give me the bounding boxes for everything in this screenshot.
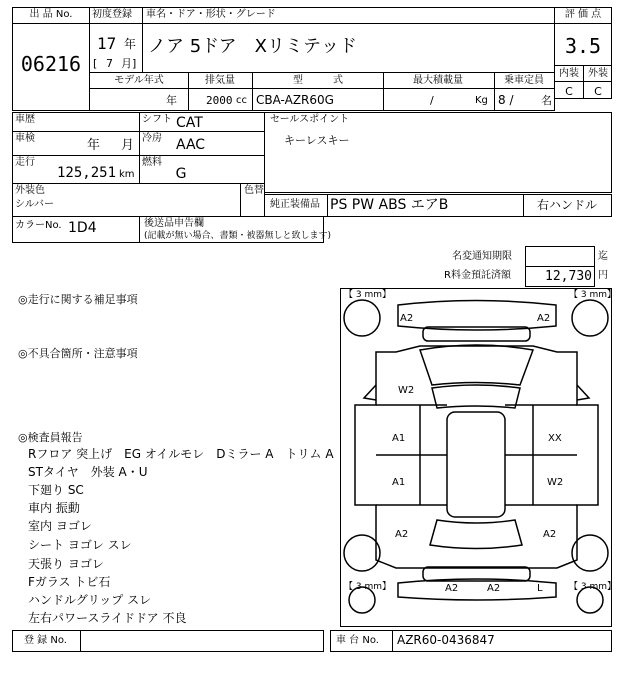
rear-window-outline	[430, 520, 522, 549]
sales-point-value: キーレスキー	[284, 134, 350, 147]
shift-label: シフト	[142, 114, 172, 125]
inspection-year: 年	[87, 138, 101, 153]
max-load-label: 最大積載量	[413, 75, 463, 86]
damage-mark: A2	[543, 529, 557, 540]
damage-mark: W2	[398, 385, 415, 396]
hood-outline	[420, 345, 533, 385]
tire-tag-fr: 【 3 mm】	[569, 290, 616, 300]
tire-tag-rl: 【 3 mm】	[344, 582, 391, 592]
mileage-unit: km	[119, 169, 135, 180]
displacement-label: 排気量	[205, 75, 235, 86]
recycle-unit: 円	[598, 270, 608, 281]
equipment-value: PS PW ABS エアB	[330, 197, 449, 213]
capacity-unit: 名	[541, 94, 552, 107]
recycle-label: R料金預託済額	[444, 270, 511, 281]
inspector-line: シート ヨゴレ スレ	[28, 538, 132, 552]
mileage-label: 走行	[15, 157, 35, 168]
max-load-sep: /	[430, 94, 434, 107]
grade-label: 評 価 点	[564, 9, 602, 20]
first-reg-year-unit: 年	[124, 37, 137, 51]
inspector-line: Fガラス トビ石	[28, 575, 111, 589]
tire-tag-fl: 【 3 mm】	[344, 290, 391, 300]
handle-value: 右ハンドル	[536, 198, 598, 212]
roof-outline	[447, 412, 505, 517]
first-reg-month: 7	[106, 57, 113, 70]
first-reg-label: 初度登録	[92, 9, 132, 20]
tire-front-left-icon	[344, 300, 380, 336]
first-reg-year: 17	[97, 34, 117, 53]
body-outline	[355, 346, 598, 568]
damage-mark: A1	[392, 477, 406, 488]
lot-label: 出 品 No.	[29, 9, 73, 20]
registration-no-label: 登 録 No.	[24, 635, 67, 646]
first-reg-month-open: [	[93, 57, 98, 70]
inspector-line: 車内 振動	[28, 501, 80, 515]
damage-mark: L	[537, 583, 543, 594]
color-no-label: カラーNo.	[15, 220, 62, 231]
color-value: シルバー	[15, 199, 55, 210]
inspector-report-title: ◎検査員報告	[18, 431, 83, 444]
displacement-unit: cc	[236, 95, 247, 106]
exterior-grade: C	[594, 85, 602, 98]
damage-mark: W2	[547, 477, 564, 488]
exterior-label: 外装	[588, 68, 608, 79]
name-change-suffix: 迄	[598, 251, 608, 262]
damage-mark: A2	[395, 529, 409, 540]
history-label: 車歴	[15, 114, 35, 125]
rear-bumper-outline	[398, 579, 556, 600]
lot-number: 06216	[20, 52, 82, 76]
damage-mark: A2	[487, 583, 501, 594]
defects-notes-title: ◎不具合箇所・注意事項	[18, 347, 138, 360]
max-load-unit: Kg	[475, 95, 488, 106]
driving-notes-title: ◎走行に関する補足事項	[18, 293, 138, 306]
car-name: ノア 5ドア Xリミテッド	[148, 36, 357, 57]
model-year-unit: 年	[166, 94, 177, 107]
damage-mark: A1	[392, 433, 406, 444]
chassis-no-value: AZR60-0436847	[397, 633, 495, 647]
interior-grade: C	[565, 85, 573, 98]
mirror-left-icon	[364, 385, 376, 400]
chassis-no-label: 車 台 No.	[336, 635, 379, 646]
model-year-label: モデル年式	[114, 75, 164, 86]
inspector-line: 左右パワースライドドア 不良	[28, 611, 187, 625]
inspector-line: 室内 ヨゴレ	[28, 519, 92, 533]
inspection-month: 月	[121, 138, 135, 153]
grade-value: 3.5	[564, 34, 602, 58]
type-value: CBA-AZR60G	[256, 93, 334, 107]
recycle-value: 12,730	[545, 269, 592, 284]
inspection-label: 車検	[15, 133, 35, 144]
sales-point-label: セールスポイント	[270, 114, 350, 125]
car-name-label: 車名・ドア・形状・グレード	[146, 9, 276, 20]
inspector-line: ハンドルグリップ スレ	[28, 593, 152, 607]
damage-mark: A2	[445, 583, 459, 594]
name-change-label: 名変通知期限	[452, 251, 512, 262]
displacement-value: 2000	[206, 94, 233, 107]
inspector-line: STタイヤ 外装 A・U	[28, 465, 148, 479]
shift-value: CAT	[176, 115, 203, 131]
ac-label: 冷房	[142, 133, 162, 144]
post-docs-note: (記載が無い場合、書類・被器無しと致します)	[144, 231, 332, 241]
type-label: 型 式	[293, 75, 343, 86]
capacity-value: 8 /	[498, 93, 514, 107]
ac-value: AAC	[176, 137, 206, 153]
inspector-line: 天張り ヨゴレ	[28, 557, 104, 571]
color-label: 外装色	[15, 185, 45, 196]
tire-rear-left-icon	[344, 535, 380, 571]
tire-tag-rr: 【 3 mm】	[569, 582, 616, 592]
fuel-label: 燃料	[142, 157, 162, 168]
equipment-label: 純正装備品	[270, 199, 320, 210]
front-bumper-outline	[398, 301, 556, 331]
repaint-label: 色替	[244, 185, 264, 196]
inspector-line: Rフロア 突上げ EG オイルモレ Dミラー A トリム A	[28, 447, 334, 461]
mirror-right-icon	[577, 385, 589, 400]
damage-mark: A2	[400, 313, 414, 324]
damage-mark: A2	[537, 313, 551, 324]
fuel-value: G	[175, 166, 187, 182]
inspector-line: 下廻り SC	[28, 483, 84, 497]
tire-front-right-icon	[572, 300, 608, 336]
interior-label: 内装	[559, 68, 579, 79]
first-reg-month-unit: 月]	[121, 57, 137, 70]
damage-mark: XX	[548, 433, 562, 444]
color-no-value: 1D4	[68, 220, 97, 236]
post-docs-label: 後送品申告欄	[144, 218, 204, 229]
mileage-value: 125,251	[57, 165, 117, 181]
capacity-label: 乗車定員	[504, 75, 544, 86]
